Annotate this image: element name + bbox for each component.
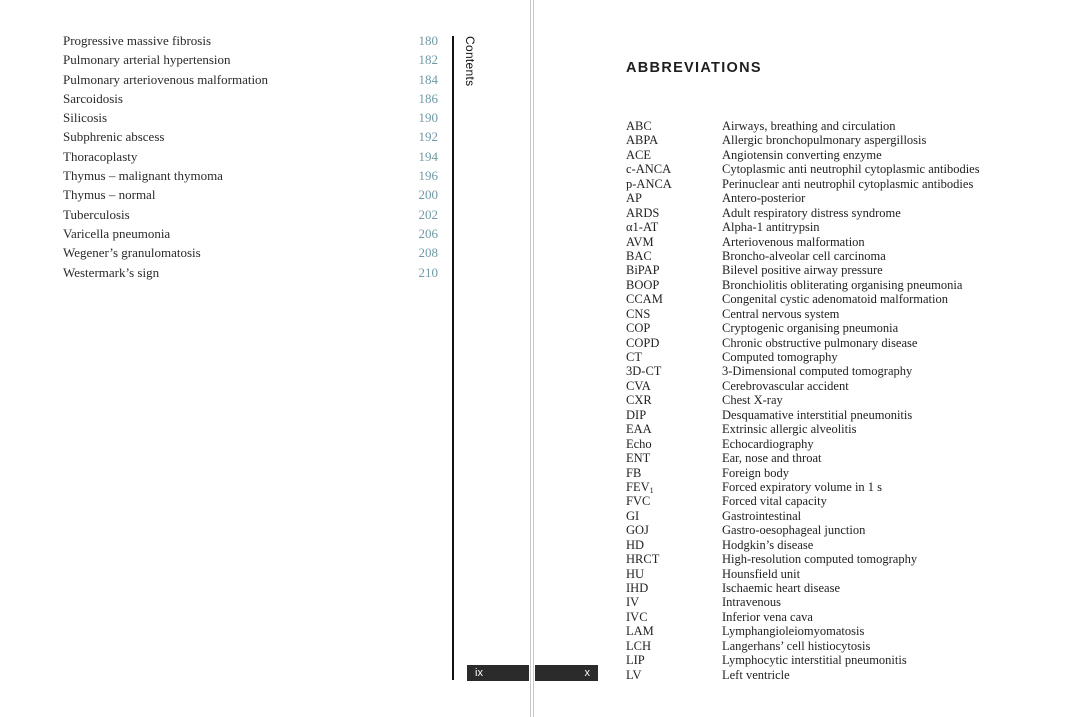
abbreviation-code — [626, 552, 659, 567]
abbreviation-row — [626, 278, 1046, 292]
page-gutter-left — [530, 0, 531, 717]
abbreviation-code-text: Echo — [626, 436, 652, 451]
abbreviation-code-text: BOOP — [626, 277, 660, 292]
abbreviation-definition: Hounsfield unit — [722, 566, 801, 581]
abbreviation-code — [626, 408, 646, 423]
abbreviation-row — [626, 595, 1046, 609]
abbreviation-code — [626, 364, 661, 379]
abbreviation-definition: Extrinsic allergic alveolitis — [722, 422, 857, 437]
abbreviation-code — [626, 307, 650, 322]
abbreviation-code-text: IHD — [626, 581, 649, 595]
abbreviation-code-text: CXR — [626, 393, 652, 408]
contents-entry-page: 200 — [418, 187, 438, 203]
abbreviations-list — [626, 119, 1046, 682]
abbreviation-row — [626, 610, 1046, 624]
abbreviation-definition: Bronchiolitis obliterating organising pneumonia — [722, 277, 963, 292]
abbreviation-row — [626, 581, 1046, 595]
abbreviation-definition: Lymphocytic interstitial pneumonitis — [722, 653, 907, 668]
abbreviation-row — [626, 639, 1046, 653]
abbreviation-row — [626, 148, 1046, 162]
contents-entry-title: Progressive massive fibrosis — [63, 33, 212, 48]
abbreviation-code-text: BiPAP — [626, 263, 660, 278]
abbreviation-definition: Gastro-oesophageal junction — [722, 523, 866, 538]
abbreviation-definition: Left ventricle — [722, 667, 790, 682]
abbreviation-definition: Ear, nose and throat — [722, 451, 822, 466]
abbreviation-code-text: HU — [626, 566, 645, 581]
abbreviations-heading: ABBREVIATIONS — [626, 60, 762, 76]
abbreviation-definition: Forced expiratory volume in 1 s — [722, 479, 883, 494]
abbreviation-row — [626, 422, 1046, 436]
contents-entry[interactable] — [63, 50, 443, 69]
contents-entry-title: Westermark’s sign — [63, 264, 160, 280]
abbreviation-row — [626, 206, 1046, 220]
abbreviation-definition: Antero-posterior — [722, 191, 806, 206]
abbreviation-code — [626, 350, 642, 365]
abbreviation-definition: Inferior vena cava — [722, 609, 813, 624]
abbreviation-definition: Chest X-ray — [722, 393, 783, 408]
abbreviation-code — [626, 523, 649, 538]
abbreviation-row — [626, 336, 1046, 350]
abbreviation-code-text: EAA — [626, 422, 652, 437]
abbreviation-row — [626, 480, 1046, 494]
contents-side-label: Contents — [463, 36, 477, 87]
contents-entry[interactable] — [63, 147, 443, 166]
contents-entry-page: 182 — [418, 52, 438, 68]
abbreviation-code — [626, 639, 651, 654]
abbreviation-code — [626, 292, 663, 307]
contents-entry[interactable] — [63, 70, 443, 89]
abbreviation-row — [626, 538, 1046, 552]
abbreviation-code — [626, 148, 651, 163]
abbreviation-definition: Bilevel positive airway pressure — [722, 263, 883, 278]
contents-entry[interactable] — [63, 205, 443, 224]
abbreviation-definition: Airways, breathing and circulation — [722, 119, 896, 133]
abbreviation-code-text: LIP — [626, 653, 645, 668]
page-number-left: ix — [467, 665, 529, 681]
contents-entry-title: Subphrenic abscess — [63, 129, 165, 145]
abbreviation-definition: Broncho-alveolar cell carcinoma — [722, 248, 886, 263]
abbreviation-row — [626, 350, 1046, 364]
abbreviation-definition: Cerebrovascular accident — [722, 378, 849, 393]
abbreviation-code — [626, 668, 642, 683]
abbreviation-code-text: IVC — [626, 609, 648, 624]
abbreviation-row — [626, 220, 1046, 234]
contents-entry[interactable] — [63, 185, 443, 204]
abbreviation-code-text: ARDS — [626, 205, 660, 220]
contents-entry[interactable] — [63, 243, 443, 262]
contents-entry-title: Varicella pneumonia — [63, 225, 171, 241]
abbreviation-code-text: IV — [626, 595, 640, 610]
contents-entry[interactable] — [63, 89, 443, 108]
abbreviation-row — [626, 191, 1046, 205]
abbreviation-definition: Angiotensin converting enzyme — [722, 147, 882, 162]
abbreviation-row — [626, 523, 1046, 537]
abbreviation-code — [626, 437, 652, 452]
abbreviation-row — [626, 567, 1046, 581]
contents-entry-title: Tuberculosis — [63, 206, 130, 222]
abbreviation-row — [626, 307, 1046, 321]
abbreviation-code — [626, 567, 644, 582]
abbreviation-code — [626, 133, 658, 148]
contents-entry-title: Thymus – malignant thymoma — [63, 168, 223, 184]
contents-entry[interactable] — [63, 108, 443, 127]
abbreviation-definition: Forced vital capacity — [722, 494, 827, 509]
contents-entry-page: 194 — [418, 148, 438, 164]
abbreviation-row — [626, 119, 1046, 133]
contents-entry-page: 206 — [418, 225, 438, 241]
contents-entry-page: 202 — [418, 206, 438, 222]
abbreviation-code-text: CVA — [626, 378, 651, 393]
contents-entry-page: 196 — [418, 168, 438, 184]
contents-entry-page: 184 — [418, 71, 438, 87]
abbreviation-code — [626, 249, 652, 264]
abbreviation-code — [626, 538, 644, 553]
abbreviation-code — [626, 494, 650, 509]
abbreviation-code-text: HRCT — [626, 552, 660, 567]
abbreviation-code — [626, 451, 650, 466]
abbreviation-code-text: p-ANCA — [626, 176, 672, 191]
abbreviation-code — [626, 595, 639, 610]
abbreviation-row — [626, 321, 1046, 335]
abbreviation-row — [626, 668, 1046, 682]
contents-entry-title: Thymus – normal — [63, 187, 156, 203]
abbreviation-row — [626, 466, 1046, 480]
contents-entry-page: 180 — [418, 33, 438, 48]
abbreviation-definition: Gastrointestinal — [722, 508, 802, 523]
abbreviation-code — [626, 466, 641, 481]
abbreviation-code-text: c-ANCA — [626, 162, 672, 177]
abbreviation-code-text: DIP — [626, 407, 647, 422]
abbreviation-code-text: GI — [626, 508, 640, 523]
abbreviation-code — [626, 624, 654, 639]
abbreviation-code — [626, 278, 659, 293]
contents-entry-page: 192 — [418, 129, 438, 145]
abbreviation-code — [626, 509, 639, 524]
abbreviation-code — [626, 581, 648, 596]
abbreviation-code-text: COP — [626, 321, 651, 336]
abbreviation-definition: Foreign body — [722, 465, 790, 480]
abbreviation-row — [626, 364, 1046, 378]
abbreviation-code — [626, 191, 642, 206]
abbreviation-row — [626, 552, 1046, 566]
contents-entry-page: 210 — [418, 264, 438, 280]
contents-entry[interactable] — [63, 31, 443, 50]
abbreviation-definition: Arteriovenous malformation — [722, 234, 865, 249]
abbreviation-code — [626, 220, 658, 235]
abbreviation-code-text: ABPA — [626, 133, 659, 148]
contents-entry-title: Pulmonary arterial hypertension — [63, 52, 231, 68]
abbreviation-code-text: LCH — [626, 638, 651, 653]
abbreviation-row — [626, 437, 1046, 451]
abbreviation-code-text: COPD — [626, 335, 660, 350]
abbreviation-row — [626, 451, 1046, 465]
abbreviation-code — [626, 653, 645, 668]
abbreviation-definition: Hodgkin’s disease — [722, 537, 814, 552]
abbreviation-code — [626, 610, 648, 625]
abbreviation-row — [626, 177, 1046, 191]
contents-vertical-rule — [452, 36, 454, 680]
abbreviation-row — [626, 494, 1046, 508]
abbreviation-definition: Intravenous — [722, 595, 782, 610]
abbreviation-code — [626, 119, 652, 134]
abbreviation-code — [626, 336, 659, 351]
abbreviation-row — [626, 509, 1046, 523]
abbreviation-code — [626, 162, 671, 177]
abbreviation-definition: Cryptogenic organising pneumonia — [722, 321, 899, 336]
abbreviation-code-text: ACE — [626, 147, 651, 162]
abbreviation-code-text: 3D-CT — [626, 364, 662, 379]
abbreviation-row — [626, 393, 1046, 407]
abbreviation-code — [626, 393, 652, 408]
page-number-right: x — [535, 665, 598, 681]
abbreviation-definition: Alpha-1 antitrypsin — [722, 220, 820, 235]
abbreviation-row — [626, 162, 1046, 176]
contents-entry[interactable] — [63, 263, 443, 282]
contents-entry-title: Sarcoidosis — [63, 90, 123, 106]
abbreviation-row — [626, 624, 1046, 638]
contents-entry-title: Thoracoplasty — [63, 148, 138, 164]
abbreviation-row — [626, 408, 1046, 422]
abbreviation-code-text: HD — [626, 537, 645, 552]
abbreviation-code-text: ABC — [626, 119, 652, 133]
contents-entry[interactable] — [63, 127, 443, 146]
contents-entry-page: 190 — [418, 110, 438, 126]
contents-entry-title: Pulmonary arteriovenous malformation — [63, 71, 269, 87]
contents-entry-title: Silicosis — [63, 110, 108, 126]
abbreviation-row — [626, 235, 1046, 249]
abbreviation-code-text: FEV — [626, 479, 650, 494]
abbreviation-code — [626, 422, 652, 437]
abbreviation-row — [626, 653, 1046, 667]
abbreviation-code-text: GOJ — [626, 523, 649, 538]
abbreviation-definition: Cytoplasmic anti neutrophil cytoplasmic antibodies — [722, 162, 980, 177]
contents-list — [63, 31, 443, 282]
abbreviation-row — [626, 379, 1046, 393]
page-gutter-right — [533, 0, 534, 717]
abbreviation-definition: Desquamative interstitial pneumonitis — [722, 407, 913, 422]
abbreviation-row — [626, 292, 1046, 306]
abbreviation-row — [626, 263, 1046, 277]
abbreviation-code-text: ENT — [626, 451, 651, 466]
abbreviation-code — [626, 321, 650, 336]
abbreviation-definition: Perinuclear anti neutrophil cytoplasmic antibodies — [722, 176, 974, 191]
abbreviation-definition: Central nervous system — [722, 306, 840, 321]
abbreviation-definition: Langerhans’ cell histiocytosis — [722, 638, 871, 653]
abbreviation-definition: Chronic obstructive pulmonary disease — [722, 335, 918, 350]
abbreviation-code — [626, 206, 659, 221]
abbreviation-definition: Echocardiography — [722, 436, 814, 451]
abbreviation-code-text: CNS — [626, 306, 651, 321]
abbreviation-row — [626, 249, 1046, 263]
abbreviation-row — [626, 133, 1046, 147]
abbreviation-definition: Allergic bronchopulmonary aspergillosis — [722, 133, 927, 148]
contents-entry-title: Wegener’s granulomatosis — [63, 245, 201, 261]
abbreviation-definition: 3-Dimensional computed tomography — [722, 364, 913, 379]
contents-entry[interactable] — [63, 166, 443, 185]
abbreviation-code-text: LAM — [626, 624, 654, 639]
contents-entry[interactable] — [63, 224, 443, 243]
abbreviation-code — [626, 235, 654, 250]
abbreviation-code-text: AP — [626, 191, 642, 206]
abbreviation-code — [626, 263, 660, 278]
abbreviation-code-text: CCAM — [626, 292, 663, 307]
abbreviation-definition: Computed tomography — [722, 350, 838, 364]
abbreviation-code-text: FB — [626, 465, 642, 480]
abbreviation-code-subscript: 1 — [649, 485, 654, 495]
contents-entry-page: 186 — [418, 90, 438, 106]
abbreviation-code-text: FVC — [626, 494, 651, 509]
abbreviation-definition: Lymphangioleiomyomatosis — [722, 624, 865, 639]
abbreviation-code-text: CT — [626, 350, 642, 364]
abbreviation-code-text: LV — [626, 667, 642, 682]
abbreviation-code — [626, 177, 672, 192]
abbreviation-definition: High-resolution computed tomography — [722, 552, 918, 567]
abbreviation-code — [626, 379, 651, 394]
abbreviation-code-text: BAC — [626, 248, 652, 263]
abbreviation-definition: Congenital cystic adenomatoid malformation — [722, 292, 948, 307]
abbreviation-code-text: AVM — [626, 234, 654, 249]
abbreviation-definition: Ischaemic heart disease — [722, 581, 840, 595]
abbreviation-code-text: α1-AT — [626, 220, 659, 235]
contents-entry-page: 208 — [418, 245, 438, 261]
abbreviation-definition: Adult respiratory distress syndrome — [722, 205, 901, 220]
